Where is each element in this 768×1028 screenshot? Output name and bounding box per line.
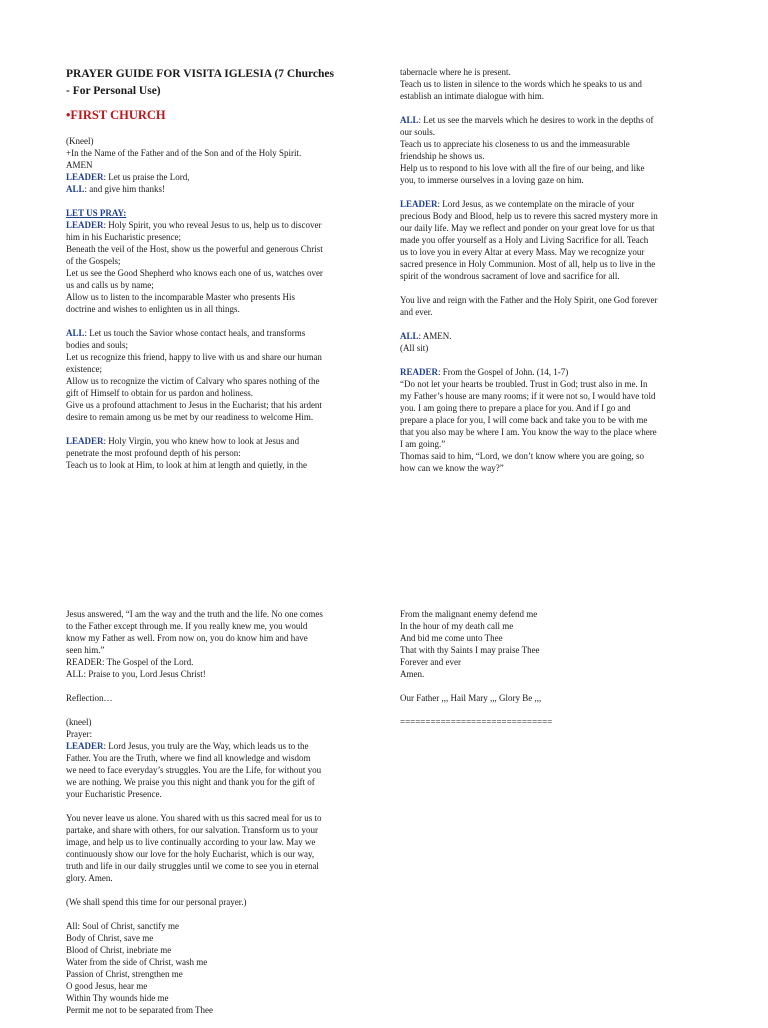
- all-marvels-block: [400, 114, 710, 186]
- paragraph-line: how can we know the way?”: [400, 463, 504, 473]
- paragraph-line: All: Soul of Christ, sanctify me: [66, 921, 179, 931]
- paragraph-line: continuously show our love for the holy Eucharist, which is our way,: [66, 849, 315, 859]
- paragraph-line: Beneath the veil of the Host, show us the powerful and generous Christ: [66, 244, 323, 254]
- paragraph-line: And bid me come unto Thee: [400, 633, 503, 643]
- paragraph-line: [400, 366, 710, 378]
- paragraph-line: Let us recognize this friend, happy to live with us and share our human: [66, 352, 322, 362]
- paragraph-line: tabernacle where he is present.: [400, 67, 511, 77]
- line-text: : AMEN.: [418, 331, 452, 341]
- paragraph-line: existence;: [66, 364, 102, 374]
- kneel-instruction: (Kneel): [66, 136, 94, 146]
- all-sit-instruction: (All sit): [400, 343, 429, 353]
- paragraph-line: Allow us to recognize the victim of Calvary who spares nothing of the: [66, 376, 320, 386]
- paragraph-line: bodies and souls;: [66, 340, 128, 350]
- paragraph-line: READER: The Gospel of the Lord.: [66, 657, 194, 667]
- amen: AMEN: [66, 160, 93, 170]
- let-us-pray-heading: LET US PRAY:: [66, 208, 127, 218]
- prayer-block: [66, 716, 376, 800]
- paragraph-line: [66, 435, 376, 447]
- paragraph-line: sacred presence in Holy Communion. Most of all, help us to live in the: [400, 259, 656, 269]
- paragraph-line: you. I am going there to prepare a place for you. And if I go and: [400, 403, 631, 413]
- paragraph-line: You live and reign with the Father and the Holy Spirit, one God forever: [400, 295, 658, 305]
- all-label: ALL: [66, 184, 85, 194]
- jesus-answered-block: [66, 608, 376, 680]
- paragraph-line: prepare a place for you, I will come back and take you to be with me: [400, 415, 648, 425]
- leader-virgin-block: [66, 435, 376, 471]
- paragraph-line: [400, 114, 710, 126]
- paragraph-line: [66, 327, 376, 339]
- paragraph-line: our souls.: [400, 127, 436, 137]
- anima-christi-block: [66, 920, 376, 1016]
- first-church-heading: •FIRST CHURCH: [66, 108, 166, 122]
- paragraph-line: Jesus answered, “I am the way and the truth and the life. No one comes: [66, 609, 323, 619]
- paragraph-line: Thomas said to him, “Lord, we don’t know where you are going, so: [400, 451, 645, 461]
- paragraph-line: From the malignant enemy defend me: [400, 609, 538, 619]
- paragraph-line: Passion of Christ, strengthen me: [66, 969, 183, 979]
- paragraph-line: You never leave us alone. You shared with us this sacred meal for us to: [66, 813, 322, 823]
- paragraph-line: Allow us to listen to the incomparable Master who presents His: [66, 292, 295, 302]
- paragraph-line: Water from the side of Christ, wash me: [66, 957, 208, 967]
- paragraph-line: Amen.: [400, 669, 425, 679]
- paragraph-line: us and calls us by name;: [66, 280, 154, 290]
- all-label: ALL: [66, 328, 85, 338]
- paragraph-line: penetrate the most profound depth of his person:: [66, 448, 241, 458]
- paragraph-line: establish an intimate dialogue with him.: [400, 91, 544, 101]
- leader-text: : Let us praise the Lord,: [103, 172, 190, 182]
- separator-line: ==============================: [400, 717, 553, 727]
- paragraph-line: Teach us to listen in silence to the words which he speaks to us and: [400, 79, 642, 89]
- paragraph-line: made you offer yourself as a Holy and Living Sacrifice for all. Teach: [400, 235, 649, 245]
- sign-of-cross: +In the Name of the Father and of the Son and of the Holy Spirit.: [66, 148, 302, 158]
- paragraph-line: to the Father except through me. If you really knew me, you would: [66, 621, 308, 631]
- paragraph-line: spirit of the wondrous sacrament of love and sacrifice for all.: [400, 271, 620, 281]
- paragraph-line: truth and life in our daily struggles until we come to see you in eternal: [66, 861, 319, 871]
- paragraph-line: seen him.”: [66, 645, 105, 655]
- paragraph-line: Blood of Christ, inebriate me: [66, 945, 172, 955]
- prayer-heading: Prayer:: [66, 729, 92, 739]
- kneel-instruction: (kneel): [66, 717, 92, 727]
- paragraph-line: Forever and ever: [400, 657, 461, 667]
- paragraph-line: That with thy Saints I may praise Thee: [400, 645, 540, 655]
- leader-label: LEADER: [66, 172, 104, 182]
- paragraph-line: we are nothing. We praise you this night and thank you for the gift of: [66, 777, 315, 787]
- all-text: : and give him thanks!: [84, 184, 166, 194]
- all-amen-block: [400, 330, 710, 354]
- all-label: ALL: [400, 331, 419, 341]
- line-text: : Let us see the marvels which he desires to work in the depths of: [418, 115, 654, 125]
- never-leave-block: [66, 812, 376, 884]
- reign-block: [400, 294, 710, 318]
- paragraph-line: and ever.: [400, 307, 433, 317]
- paragraph-line: our daily life. May we reflect and ponder on your great love for us that: [400, 223, 655, 233]
- all-block: [66, 327, 376, 423]
- page-1-right-column: [400, 66, 710, 486]
- page-1-left-column: [66, 66, 376, 483]
- paragraph-line: your Eucharistic Presence.: [66, 789, 162, 799]
- leader-label: LEADER: [66, 436, 104, 446]
- paragraph-line: know my Father as well. From now on, you do know him and have: [66, 633, 308, 643]
- paragraph-line: partake, and share with others, for our salvation. Transform us to your: [66, 825, 318, 835]
- paragraph-line: Teach us to appreciate his closeness to us and the immeasurable: [400, 139, 630, 149]
- paragraph-line: “Do not let your hearts be troubled. Trust in God; trust also in me. In: [400, 379, 648, 389]
- line-text: : Lord Jesus, you truly are the Way, which leads us to the: [103, 741, 309, 751]
- paragraph-line: Permit me not to be separated from Thee: [66, 1005, 214, 1015]
- paragraph-line: we need to face everyday’s struggles. You are the Life, for without you: [66, 765, 322, 775]
- paragraph-line: Within Thy wounds hide me: [66, 993, 169, 1003]
- paragraph-line: gift of Himself to obtain for us pardon and holiness.: [66, 388, 253, 398]
- paragraph-line: that you also may be where I am. You know the way to the place where: [400, 427, 657, 437]
- closing-prayers: Our Father ,,, Hail Mary ,,, Glory Be ,,,: [400, 693, 542, 703]
- paragraph-line: you, to immerse ourselves in a loving gaze on him.: [400, 175, 584, 185]
- leader-lord-jesus-block: [400, 198, 710, 282]
- paragraph-line: Give us a profound attachment to Jesus in the Eucharist; that his ardent: [66, 400, 322, 410]
- leader-label: LEADER: [66, 741, 104, 751]
- paragraph-line: doctrine and wishes to enlighten us in all things.: [66, 304, 240, 314]
- line-text: : Let us touch the Savior whose contact heals, and transforms: [84, 328, 306, 338]
- paragraph-line: ALL: Praise to you, Lord Jesus Christ!: [66, 669, 206, 679]
- paragraph-line: O good Jesus, hear me: [66, 981, 148, 991]
- title-line-1: PRAYER GUIDE FOR VISITA IGLESIA (7 Churches: [66, 68, 334, 80]
- title-line-2: - For Personal Use): [66, 85, 161, 97]
- paragraph-line: image, and help us to live continually according to your law. May we: [66, 837, 316, 847]
- paragraph-line: In the hour of my death call me: [400, 621, 514, 631]
- paragraph-line: Let us see the Good Shepherd who knows each one of us, watches over: [66, 268, 323, 278]
- paragraph-line: Help us to respond to his love with all the fire of our being, and like: [400, 163, 645, 173]
- anima-christi-continued: [400, 608, 710, 680]
- line-text: : Holy Spirit, you who reveal Jesus to us, help us to discover: [103, 220, 322, 230]
- paragraph-line: Father. You are the Truth, where we find all knowledge and wisdom: [66, 753, 311, 763]
- gospel-reading-block: [400, 366, 710, 474]
- paragraph-line: glory. Amen.: [66, 873, 113, 883]
- page-2-right-column: [400, 608, 710, 740]
- paragraph-line: Body of Christ, save me: [66, 933, 154, 943]
- paragraph-line: friendship he shows us.: [400, 151, 485, 161]
- let-us-pray-block: [66, 207, 376, 315]
- paragraph-line: my Father’s house are many rooms; if it were not so, I would have told: [400, 391, 656, 401]
- paragraph-line: him in his Eucharistic presence;: [66, 232, 181, 242]
- page-2: [0, 512, 768, 1024]
- all-label: ALL: [400, 115, 419, 125]
- paragraph-line: [400, 198, 710, 210]
- reader-label: READER: [400, 367, 439, 377]
- leader-label: LEADER: [400, 199, 438, 209]
- all-line: [66, 183, 376, 195]
- line-text: : Holy Virgin, you who knew how to look at Jesus and: [103, 436, 300, 446]
- leader-line: [66, 171, 376, 183]
- personal-prayer-note: (We shall spend this time for our personal prayer.): [66, 897, 247, 907]
- paragraph-line: I am going.”: [400, 439, 446, 449]
- paragraph-line: [66, 740, 376, 752]
- reflection: Reflection…: [66, 693, 113, 703]
- paragraph-line: Teach us to look at Him, to look at him at length and quietly, in the: [66, 460, 307, 470]
- paragraph-line: precious Body and Blood, help us to revere this sacred mystery more in: [400, 211, 658, 221]
- paragraph-line: us to love you in every Altar at every Mass. May we recognize your: [400, 247, 645, 257]
- page-2-left-column: [66, 608, 376, 1028]
- line-text: : Lord Jesus, as we contemplate on the miracle of your: [437, 199, 635, 209]
- paragraph-line: desire to remain among us be met by our readiness to welcome Him.: [66, 412, 314, 422]
- opening-block: [66, 135, 376, 195]
- tabernacle-block: [400, 66, 710, 102]
- leader-label: LEADER: [66, 220, 104, 230]
- page-1: [0, 0, 768, 512]
- paragraph-line: of the Gospels;: [66, 256, 121, 266]
- paragraph-line: [66, 219, 376, 231]
- line-text: : From the Gospel of John. (14, 1-7): [438, 367, 569, 377]
- document-title: [66, 66, 376, 100]
- paragraph-line: [400, 330, 710, 342]
